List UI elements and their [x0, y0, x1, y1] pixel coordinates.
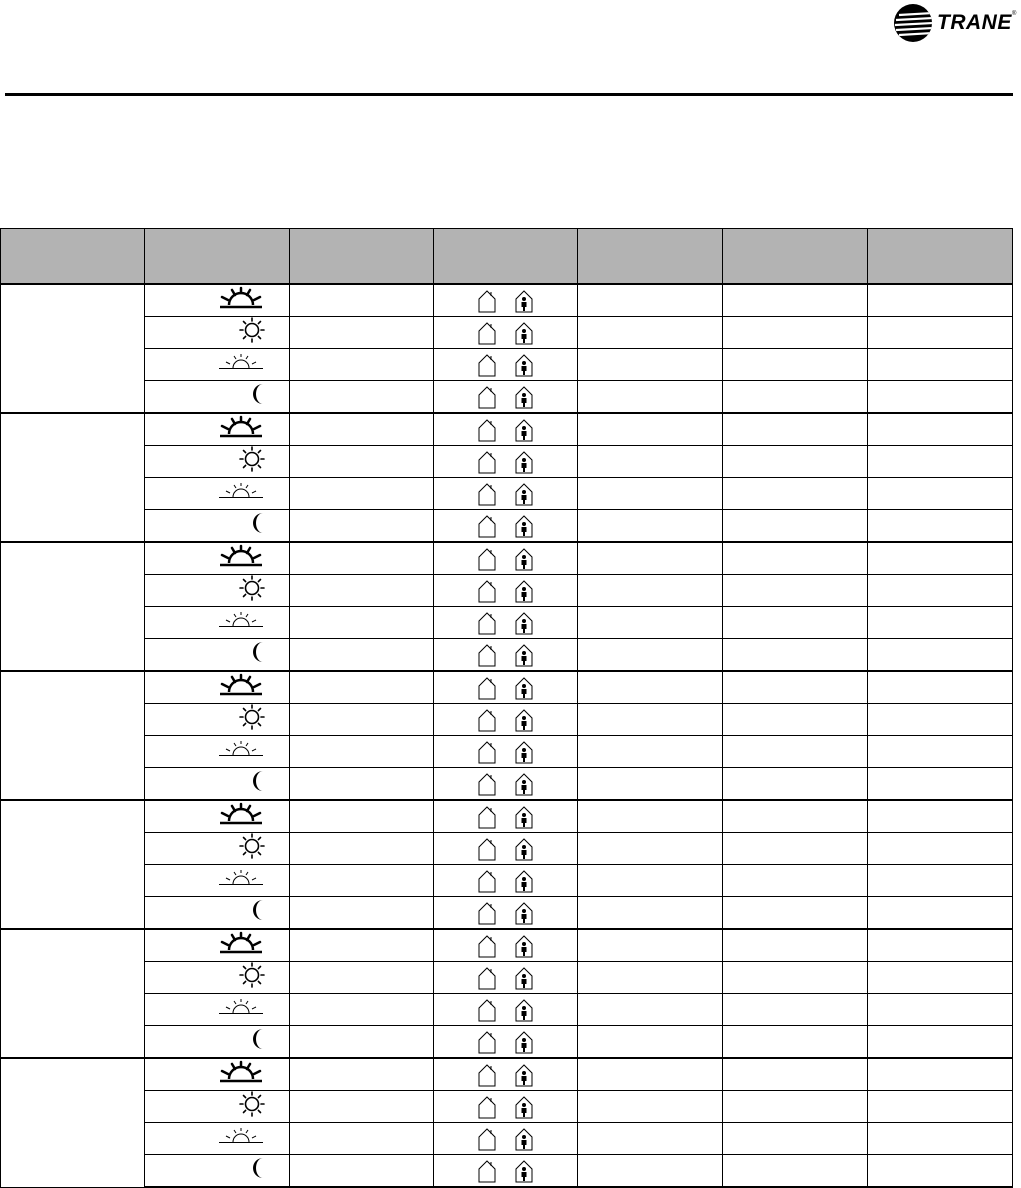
time-cell[interactable] — [290, 671, 434, 704]
occupied-house-icon[interactable] — [514, 1159, 534, 1183]
time-cell[interactable] — [290, 446, 434, 478]
occupied-house-icon[interactable] — [514, 676, 534, 700]
period-cell — [145, 800, 290, 833]
occupancy-cell — [434, 994, 578, 1026]
occupied-house-icon[interactable] — [514, 385, 534, 409]
occupied-house-icon[interactable] — [514, 482, 534, 506]
occupied-house-icon[interactable] — [514, 547, 534, 571]
period-cell — [145, 510, 290, 543]
setpoint-cell[interactable] — [723, 1155, 868, 1188]
wake-icon — [217, 286, 265, 315]
table-row — [1, 575, 1013, 607]
table-row — [1, 413, 1013, 446]
setpoint-cell[interactable] — [868, 929, 1013, 962]
table-row — [1, 1091, 1013, 1123]
setpoint-cell[interactable] — [578, 704, 723, 736]
setpoint-cell[interactable] — [868, 413, 1013, 446]
unoccupied-house-icon[interactable] — [477, 998, 497, 1022]
header-rule — [5, 93, 1013, 96]
setpoint-cell[interactable] — [723, 542, 868, 575]
unoccupied-house-icon[interactable] — [477, 547, 497, 571]
unoccupied-house-icon[interactable] — [477, 482, 497, 506]
occupied-house-icon[interactable] — [514, 450, 534, 474]
occupancy-cell — [434, 833, 578, 865]
evening-icon — [217, 1126, 265, 1151]
setpoint-cell[interactable] — [723, 736, 868, 768]
table-row — [1, 833, 1013, 865]
table-header-row — [1, 229, 1013, 285]
day-cell — [1, 671, 145, 800]
period-cell — [145, 575, 290, 607]
unoccupied-house-icon[interactable] — [477, 740, 497, 764]
occupied-house-icon[interactable] — [514, 418, 534, 442]
occupancy-cell — [434, 736, 578, 768]
setpoint-cell[interactable] — [723, 929, 868, 962]
table-row — [1, 800, 1013, 833]
setpoint-cell[interactable] — [723, 317, 868, 349]
occupied-house-icon[interactable] — [514, 1063, 534, 1087]
table-row — [1, 639, 1013, 672]
time-cell[interactable] — [290, 833, 434, 865]
time-cell[interactable] — [290, 1026, 434, 1059]
wake-icon — [217, 1060, 265, 1089]
setpoint-cell[interactable] — [723, 1123, 868, 1155]
unoccupied-house-icon[interactable] — [477, 1127, 497, 1151]
time-cell[interactable] — [290, 284, 434, 317]
night-icon — [251, 383, 265, 410]
setpoint-cell[interactable] — [723, 865, 868, 897]
setpoint-cell[interactable] — [868, 736, 1013, 768]
unoccupied-house-icon[interactable] — [477, 611, 497, 635]
occupancy-cell — [434, 607, 578, 639]
setpoint-cell[interactable] — [868, 284, 1013, 317]
occupancy-cell — [434, 929, 578, 962]
occupancy-cell — [434, 800, 578, 833]
occupancy-cell — [434, 768, 578, 801]
unoccupied-house-icon[interactable] — [477, 708, 497, 732]
period-cell — [145, 1091, 290, 1123]
setpoint-cell[interactable] — [868, 833, 1013, 865]
wake-icon — [217, 802, 265, 831]
day-icon — [239, 446, 265, 477]
table-row — [1, 704, 1013, 736]
setpoint-cell[interactable] — [868, 1058, 1013, 1091]
setpoint-cell[interactable] — [868, 607, 1013, 639]
setpoint-cell[interactable] — [578, 575, 723, 607]
occupancy-cell — [434, 1123, 578, 1155]
setpoint-cell[interactable] — [578, 736, 723, 768]
setpoint-cell[interactable] — [723, 704, 868, 736]
occupied-house-icon[interactable] — [514, 998, 534, 1022]
occupancy-cell — [434, 542, 578, 575]
period-cell — [145, 1026, 290, 1059]
period-cell — [145, 381, 290, 414]
occupied-house-icon[interactable] — [514, 1127, 534, 1151]
setpoint-cell[interactable] — [723, 671, 868, 704]
setpoint-cell[interactable] — [868, 897, 1013, 930]
period-cell — [145, 478, 290, 510]
day-cell — [1, 284, 145, 413]
setpoint-cell[interactable] — [868, 542, 1013, 575]
occupancy-cell — [434, 704, 578, 736]
night-icon — [251, 899, 265, 926]
setpoint-cell[interactable] — [578, 1091, 723, 1123]
time-cell[interactable] — [290, 349, 434, 381]
column-header-6 — [723, 229, 868, 285]
period-cell — [145, 317, 290, 349]
unoccupied-house-icon[interactable] — [477, 934, 497, 958]
time-cell[interactable] — [290, 704, 434, 736]
day-icon — [239, 833, 265, 864]
unoccupied-house-icon[interactable] — [477, 805, 497, 829]
time-cell[interactable] — [290, 413, 434, 446]
setpoint-cell[interactable] — [868, 768, 1013, 801]
setpoint-cell[interactable] — [723, 1091, 868, 1123]
setpoint-cell[interactable] — [578, 833, 723, 865]
setpoint-cell[interactable] — [578, 446, 723, 478]
table-row — [1, 542, 1013, 575]
setpoint-cell[interactable] — [578, 1155, 723, 1188]
setpoint-cell[interactable] — [723, 510, 868, 543]
setpoint-cell[interactable] — [868, 865, 1013, 897]
setpoint-cell[interactable] — [723, 446, 868, 478]
period-cell — [145, 639, 290, 672]
setpoint-cell[interactable] — [578, 607, 723, 639]
time-cell[interactable] — [290, 1123, 434, 1155]
setpoint-cell[interactable] — [578, 994, 723, 1026]
occupied-house-icon[interactable] — [514, 837, 534, 861]
day-icon — [239, 317, 265, 348]
time-cell[interactable] — [290, 639, 434, 672]
wake-icon — [217, 415, 265, 444]
time-cell[interactable] — [290, 1091, 434, 1123]
time-cell[interactable] — [290, 478, 434, 510]
setpoint-cell[interactable] — [723, 833, 868, 865]
setpoint-cell[interactable] — [578, 381, 723, 414]
setpoint-cell[interactable] — [578, 639, 723, 672]
table-row — [1, 317, 1013, 349]
time-cell[interactable] — [290, 994, 434, 1026]
occupancy-cell — [434, 446, 578, 478]
occupancy-cell — [434, 1026, 578, 1059]
evening-icon — [217, 481, 265, 506]
unoccupied-house-icon[interactable] — [477, 1030, 497, 1054]
unoccupied-house-icon[interactable] — [477, 450, 497, 474]
occupied-house-icon[interactable] — [514, 1095, 534, 1119]
period-cell — [145, 929, 290, 962]
period-cell — [145, 704, 290, 736]
occupied-house-icon[interactable] — [514, 579, 534, 603]
column-header-3 — [290, 229, 434, 285]
setpoint-cell[interactable] — [868, 575, 1013, 607]
unoccupied-house-icon[interactable] — [477, 837, 497, 861]
setpoint-cell[interactable] — [578, 897, 723, 930]
day-icon — [239, 575, 265, 606]
unoccupied-house-icon[interactable] — [477, 289, 497, 313]
occupied-house-icon[interactable] — [514, 934, 534, 958]
setpoint-cell[interactable] — [723, 284, 868, 317]
period-cell — [145, 349, 290, 381]
occupancy-cell — [434, 413, 578, 446]
setpoint-cell[interactable] — [868, 1155, 1013, 1188]
table-row — [1, 349, 1013, 381]
unoccupied-house-icon[interactable] — [477, 321, 497, 345]
occupancy-cell — [434, 1155, 578, 1188]
time-cell[interactable] — [290, 897, 434, 930]
setpoint-cell[interactable] — [723, 381, 868, 414]
occupied-house-icon[interactable] — [514, 708, 534, 732]
table-row — [1, 929, 1013, 962]
table-row — [1, 607, 1013, 639]
time-cell[interactable] — [290, 1155, 434, 1188]
setpoint-cell[interactable] — [723, 897, 868, 930]
table-row — [1, 1123, 1013, 1155]
trane-logo-icon — [893, 3, 933, 43]
setpoint-cell[interactable] — [723, 800, 868, 833]
occupancy-cell — [434, 478, 578, 510]
setpoint-cell[interactable] — [578, 768, 723, 801]
setpoint-cell[interactable] — [868, 317, 1013, 349]
period-cell — [145, 1155, 290, 1188]
period-cell — [145, 284, 290, 317]
period-cell — [145, 768, 290, 801]
time-cell[interactable] — [290, 800, 434, 833]
period-cell — [145, 897, 290, 930]
column-header-5 — [578, 229, 723, 285]
setpoint-cell[interactable] — [578, 349, 723, 381]
occupancy-cell — [434, 1091, 578, 1123]
unoccupied-house-icon[interactable] — [477, 1063, 497, 1087]
occupied-house-icon[interactable] — [514, 643, 534, 667]
setpoint-cell[interactable] — [578, 1058, 723, 1091]
period-cell — [145, 994, 290, 1026]
setpoint-cell[interactable] — [723, 478, 868, 510]
unoccupied-house-icon[interactable] — [477, 1095, 497, 1119]
unoccupied-house-icon[interactable] — [477, 643, 497, 667]
setpoint-cell[interactable] — [578, 542, 723, 575]
trane-logo — [893, 3, 1017, 43]
table-row — [1, 1155, 1013, 1188]
period-cell — [145, 736, 290, 768]
occupancy-cell — [434, 639, 578, 672]
time-cell[interactable] — [290, 768, 434, 801]
period-cell — [145, 833, 290, 865]
occupancy-cell — [434, 317, 578, 349]
wake-icon — [217, 673, 265, 702]
occupied-house-icon[interactable] — [514, 1030, 534, 1054]
occupied-house-icon[interactable] — [514, 514, 534, 538]
unoccupied-house-icon[interactable] — [477, 514, 497, 538]
setpoint-cell[interactable] — [578, 510, 723, 543]
column-header-2 — [145, 229, 290, 285]
night-icon — [251, 770, 265, 797]
time-cell[interactable] — [290, 929, 434, 962]
occupied-house-icon[interactable] — [514, 966, 534, 990]
day-icon — [239, 962, 265, 993]
time-cell[interactable] — [290, 542, 434, 575]
unoccupied-house-icon[interactable] — [477, 385, 497, 409]
occupied-house-icon[interactable] — [514, 289, 534, 313]
occupied-house-icon[interactable] — [514, 772, 534, 796]
setpoint-cell[interactable] — [723, 639, 868, 672]
setpoint-cell[interactable] — [723, 994, 868, 1026]
unoccupied-house-icon[interactable] — [477, 869, 497, 893]
occupancy-cell — [434, 284, 578, 317]
setpoint-cell[interactable] — [868, 510, 1013, 543]
setpoint-cell[interactable] — [578, 284, 723, 317]
occupancy-cell — [434, 671, 578, 704]
time-cell[interactable] — [290, 381, 434, 414]
time-cell[interactable] — [290, 736, 434, 768]
occupied-house-icon[interactable] — [514, 611, 534, 635]
setpoint-cell[interactable] — [578, 413, 723, 446]
setpoint-cell[interactable] — [868, 962, 1013, 994]
occupancy-cell — [434, 510, 578, 543]
time-cell[interactable] — [290, 575, 434, 607]
day-cell — [1, 542, 145, 671]
period-cell — [145, 607, 290, 639]
period-cell — [145, 1058, 290, 1091]
setpoint-cell[interactable] — [723, 1058, 868, 1091]
setpoint-cell[interactable] — [868, 1091, 1013, 1123]
occupancy-cell — [434, 865, 578, 897]
period-cell — [145, 446, 290, 478]
unoccupied-house-icon[interactable] — [477, 676, 497, 700]
table-row — [1, 768, 1013, 801]
setpoint-cell[interactable] — [868, 478, 1013, 510]
brand-name: TRANE® — [937, 11, 1017, 34]
table-row — [1, 962, 1013, 994]
unoccupied-house-icon[interactable] — [477, 772, 497, 796]
day-cell — [1, 413, 145, 542]
table-row — [1, 1058, 1013, 1091]
period-cell — [145, 671, 290, 704]
night-icon — [251, 641, 265, 668]
setpoint-cell[interactable] — [578, 1123, 723, 1155]
time-cell[interactable] — [290, 510, 434, 543]
setpoint-cell[interactable] — [868, 1123, 1013, 1155]
unoccupied-house-icon[interactable] — [477, 418, 497, 442]
table-row — [1, 446, 1013, 478]
day-cell — [1, 929, 145, 1058]
occupied-house-icon[interactable] — [514, 805, 534, 829]
schedule-table — [0, 228, 1013, 1188]
setpoint-cell[interactable] — [723, 962, 868, 994]
period-cell — [145, 413, 290, 446]
period-cell — [145, 542, 290, 575]
evening-icon — [217, 610, 265, 635]
time-cell[interactable] — [290, 962, 434, 994]
setpoint-cell[interactable] — [723, 413, 868, 446]
setpoint-cell[interactable] — [868, 639, 1013, 672]
setpoint-cell[interactable] — [723, 1026, 868, 1059]
setpoint-cell[interactable] — [868, 349, 1013, 381]
time-cell[interactable] — [290, 865, 434, 897]
period-cell — [145, 1123, 290, 1155]
unoccupied-house-icon[interactable] — [477, 1159, 497, 1183]
setpoint-cell[interactable] — [578, 962, 723, 994]
setpoint-cell[interactable] — [723, 575, 868, 607]
occupancy-cell — [434, 349, 578, 381]
setpoint-cell[interactable] — [578, 800, 723, 833]
setpoint-cell[interactable] — [578, 671, 723, 704]
table-row — [1, 897, 1013, 930]
day-icon — [239, 704, 265, 735]
table-row — [1, 865, 1013, 897]
evening-icon — [217, 352, 265, 377]
unoccupied-house-icon[interactable] — [477, 353, 497, 377]
table-row — [1, 736, 1013, 768]
setpoint-cell[interactable] — [723, 607, 868, 639]
setpoint-cell[interactable] — [868, 704, 1013, 736]
setpoint-cell[interactable] — [868, 381, 1013, 414]
occupancy-cell — [434, 575, 578, 607]
time-cell[interactable] — [290, 1058, 434, 1091]
setpoint-cell[interactable] — [868, 1026, 1013, 1059]
setpoint-cell[interactable] — [868, 671, 1013, 704]
period-cell — [145, 962, 290, 994]
occupancy-cell — [434, 962, 578, 994]
occupied-house-icon[interactable] — [514, 740, 534, 764]
unoccupied-house-icon[interactable] — [477, 579, 497, 603]
occupancy-cell — [434, 381, 578, 414]
setpoint-cell[interactable] — [868, 446, 1013, 478]
day-cell — [1, 800, 145, 929]
occupied-house-icon[interactable] — [514, 321, 534, 345]
column-header-1 — [1, 229, 145, 285]
table-row — [1, 671, 1013, 704]
column-header-7 — [868, 229, 1013, 285]
occupied-house-icon[interactable] — [514, 869, 534, 893]
occupied-house-icon[interactable] — [514, 901, 534, 925]
table-row — [1, 994, 1013, 1026]
night-icon — [251, 1028, 265, 1055]
setpoint-cell[interactable] — [578, 1026, 723, 1059]
occupancy-cell — [434, 1058, 578, 1091]
setpoint-cell[interactable] — [578, 317, 723, 349]
night-icon — [251, 512, 265, 539]
evening-icon — [217, 739, 265, 764]
table-row — [1, 510, 1013, 543]
setpoint-cell[interactable] — [868, 994, 1013, 1026]
occupied-house-icon[interactable] — [514, 353, 534, 377]
wake-icon — [217, 931, 265, 960]
wake-icon — [217, 544, 265, 573]
column-header-4 — [434, 229, 578, 285]
table-row — [1, 381, 1013, 414]
setpoint-cell[interactable] — [723, 768, 868, 801]
setpoint-cell[interactable] — [868, 800, 1013, 833]
evening-icon — [217, 868, 265, 893]
unoccupied-house-icon[interactable] — [477, 966, 497, 990]
time-cell[interactable] — [290, 607, 434, 639]
setpoint-cell[interactable] — [578, 478, 723, 510]
setpoint-cell[interactable] — [578, 865, 723, 897]
unoccupied-house-icon[interactable] — [477, 901, 497, 925]
day-cell — [1, 1058, 145, 1187]
occupancy-cell — [434, 897, 578, 930]
table-row — [1, 1026, 1013, 1059]
time-cell[interactable] — [290, 317, 434, 349]
table-row — [1, 284, 1013, 317]
setpoint-cell[interactable] — [723, 349, 868, 381]
day-icon — [239, 1091, 265, 1122]
setpoint-cell[interactable] — [578, 929, 723, 962]
table-row — [1, 478, 1013, 510]
evening-icon — [217, 997, 265, 1022]
period-cell — [145, 865, 290, 897]
